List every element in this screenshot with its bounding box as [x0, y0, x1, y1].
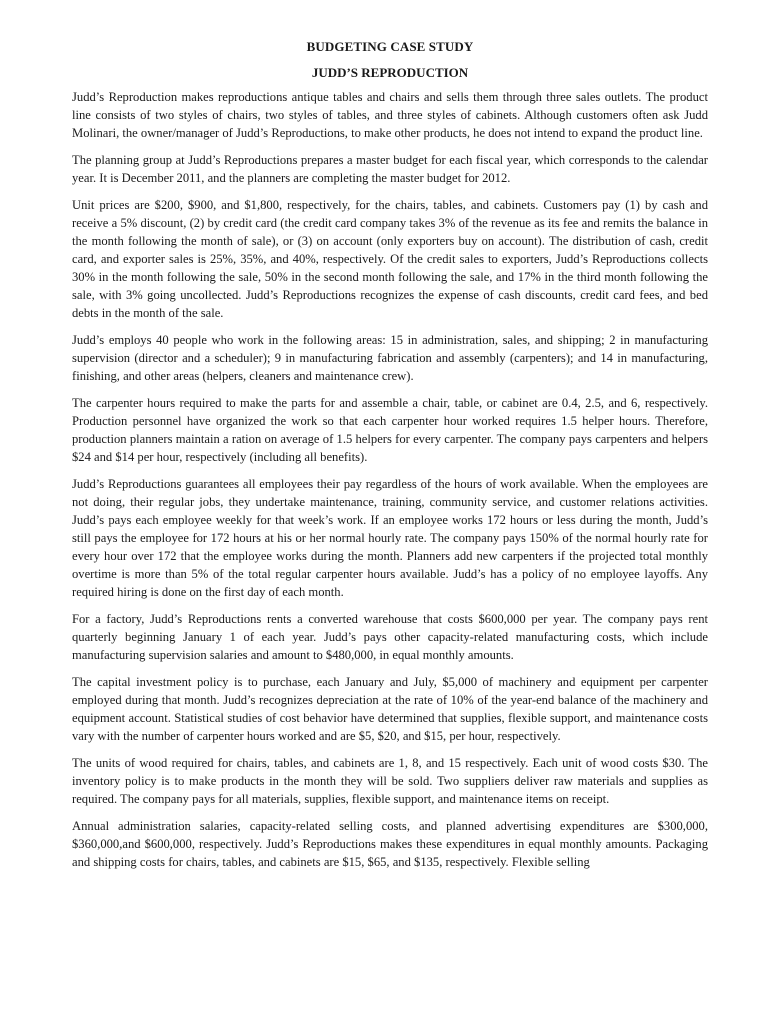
paragraph-planning: The planning group at Judd’s Reproductions prepares a master budget for each fiscal year, which corresponds to the calendar year. It is December 2011, and the planners are completing the master budget for 2012. — [72, 153, 708, 185]
document-page — [72, 38, 708, 880]
paragraph-wood: The units of wood required for chairs, tables, and cabinets are 1, 8, and 15 respectively. Each unit of wood costs $30. The inventory policy is to make products in the month they will be sold. Two suppliers deliver raw materials and supplies as required. The company pays for all materials, supplies, flexible support, and maintenance items on receipt. — [72, 756, 708, 806]
paragraph-pay-policy: Judd’s Reproductions guarantees all employees their pay regardless of the hours of work available. When the employees are not doing, their regular jobs, they undertake maintenance, training, community service, and customer relations activities. Judd’s pays each employee weekly for that week’s work. If an employee works 172 hours or less during the month, Judd’s still pays the employee for 172 hours at his or her normal hourly rate. The company pays 150% of the normal hourly rate for every hour over 172 that the employee works during the month. Planners add new carpenters if the projected total monthly overtime is more than 5% of the total regular carpenter hours available. Judd’s has a policy of no employee layoffs. Any required hiring is done on the first day of each month. — [72, 477, 708, 599]
document-subtitle: JUDD’S REPRODUCTION — [311, 65, 469, 80]
paragraph-admin: Annual administration salaries, capacity-related selling costs, and planned advertising expenditures are $300,000, $360,000,and $600,000, respectively. Judd’s Reproductions makes these expenditures in equal monthly amounts. Packaging and shipping costs for chairs, tables, and cabinets are $15, $65, and $135, respectively. Flexible selling — [72, 819, 708, 869]
document-title: BUDGETING CASE STUDY — [306, 39, 474, 54]
paragraph-factory: For a factory, Judd’s Reproductions rents a converted warehouse that costs $600,000 per year. The company pays rent quarterly beginning January 1 of each year. Judd’s pays other capacity-related manufacturing costs, which include manufacturing supervision salaries and amount to $480,000, in equal monthly amounts. — [72, 612, 708, 662]
paragraph-capital: The capital investment policy is to purchase, each January and July, $5,000 of machinery and equipment per carpenter employed during that month. Judd’s recognizes depreciation at the rate of 10% of the year-end balance of the machinery and equipment account. Statistical studies of cost behavior have determined that supplies, flexible support, and maintenance costs vary with the number of carpenter hours worked and are $5, $20, and $15, per hour, respectively. — [72, 675, 708, 743]
paragraph-employees: Judd’s employs 40 people who work in the following areas: 15 in administration, sales, and shipping; 2 in manufacturing supervision (director and a scheduler); 9 in manufacturing fabrication and assembly (carpenters); and 14 in manufacturing, finishing, and other areas (helpers, cleaners and maintenance crew). — [72, 333, 708, 383]
paragraph-carpenter-hours: The carpenter hours required to make the parts for and assemble a chair, table, or cabinet are 0.4, 2.5, and 6, respectively. Production personnel have organized the work so that each carpenter hour worked requires 1.5 helper hours. Therefore, production planners maintain a ration on average of 1.5 helpers for every carpenter. The company pays carpenters and helpers $24 and $14 per hour, respectively (including all benefits). — [72, 396, 708, 464]
paragraph-intro: Judd’s Reproduction makes reproductions antique tables and chairs and sells them through three sales outlets. The product line consists of two styles of chairs, two styles of tables, and three styles of cabinets. Although customers often ask Judd Molinari, the owner/manager of Judd’s Reproductions, to make other products, he does not intend to expand the product line. — [72, 90, 708, 140]
paragraph-prices: Unit prices are $200, $900, and $1,800, respectively, for the chairs, tables, and cabinets. Customers pay (1) by cash and receive a 5% discount, (2) by credit card (the credit card company takes 3% of the revenue as its fee and remits the balance in the month following the month of sale), or (3) on account (only exporters buy on account). The distribution of cash, credit card, and exporter sales is 25%, 35%, and 40%, respectively. Of the credit sales to exporters, Judd’s Reproductions collects 30% in the month following the sale, 50% in the second month following the sale, and 17% in the third month following the sale, with 3% going uncollected. Judd’s Reproductions recognizes the expense of cash discounts, credit card fees, and bed debts in the month of the sale. — [72, 198, 708, 320]
